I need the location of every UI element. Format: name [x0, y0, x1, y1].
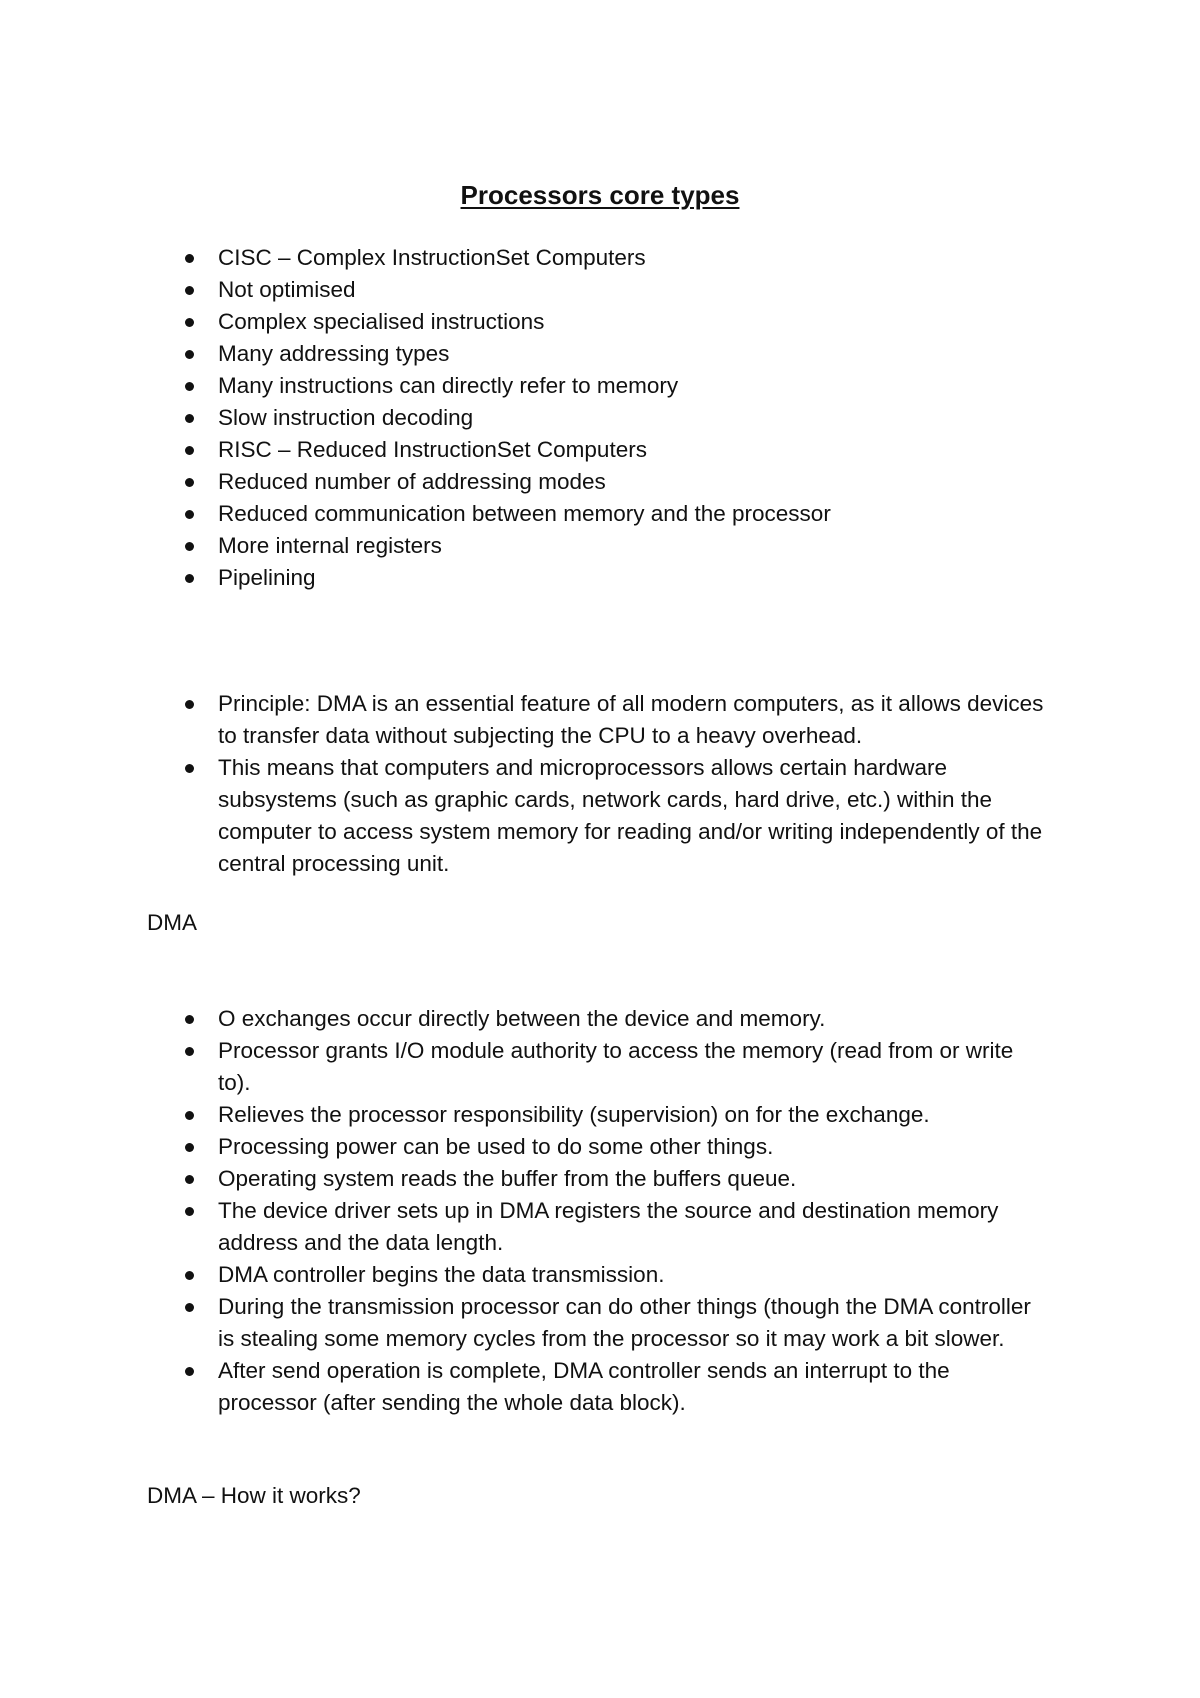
bullet-icon — [185, 350, 194, 359]
bullet-icon — [185, 542, 194, 551]
bullet-icon — [185, 574, 194, 583]
list-item-text: Pipelining — [218, 565, 316, 590]
list-item — [0, 752, 1200, 880]
list-item-text: The device driver sets up in DMA registers the source and destination memory address and the data length. — [218, 1198, 999, 1255]
list-item — [0, 1355, 1200, 1419]
list-item — [0, 466, 1200, 498]
list-item — [0, 530, 1200, 562]
list-item — [0, 338, 1200, 370]
list-item-text: Processor grants I/O module authority to access the memory (read from or write to). — [218, 1038, 1014, 1095]
list-item — [0, 1131, 1200, 1163]
bullet-icon — [185, 382, 194, 391]
bullet-icon — [185, 510, 194, 519]
bullet-icon — [185, 1303, 194, 1312]
list-item — [0, 1003, 1200, 1035]
list-item — [0, 1035, 1200, 1099]
bullet-icon — [185, 254, 194, 263]
bullet-icon — [185, 478, 194, 487]
list-item-text: Slow instruction decoding — [218, 405, 474, 430]
list-item-text: DMA controller begins the data transmission. — [218, 1262, 665, 1287]
list-item-text: RISC – Reduced InstructionSet Computers — [218, 437, 647, 462]
list-item-text: CISC – Complex InstructionSet Computers — [218, 245, 646, 270]
bullet-icon — [185, 1367, 194, 1376]
list-item — [0, 1195, 1200, 1259]
bullet-icon — [185, 414, 194, 423]
list-item — [0, 274, 1200, 306]
bullet-icon — [185, 318, 194, 327]
bullet-icon — [185, 1271, 194, 1280]
list-item-text: Reduced communication between memory and the processor — [218, 501, 831, 526]
list-item-text: More internal registers — [218, 533, 442, 558]
list-item — [0, 370, 1200, 402]
list-item — [0, 434, 1200, 466]
list-item-text: Reduced number of addressing modes — [218, 469, 606, 494]
bullet-icon — [185, 1143, 194, 1152]
list-item — [0, 562, 1200, 594]
list-item-text: Relieves the processor responsibility (supervision) on for the exchange. — [218, 1102, 930, 1127]
list-item — [0, 1259, 1200, 1291]
dma-heading: DMA — [147, 910, 197, 935]
bullet-icon — [185, 1047, 194, 1056]
list-item-text: Complex specialised instructions — [218, 309, 545, 334]
bullet-icon — [185, 700, 194, 709]
bullet-icon — [185, 764, 194, 773]
page-title-text: Processors core types — [460, 180, 740, 210]
list-item — [0, 1163, 1200, 1195]
bullet-icon — [185, 1015, 194, 1024]
dma-steps-list — [0, 1003, 1200, 1419]
core-types-list — [0, 242, 1200, 594]
list-item-text: Not optimised — [218, 277, 356, 302]
bullet-icon — [185, 1175, 194, 1184]
bullet-icon — [185, 286, 194, 295]
list-item — [0, 1099, 1200, 1131]
list-item — [0, 242, 1200, 274]
list-item — [0, 402, 1200, 434]
dma-principle-list — [0, 688, 1200, 880]
list-item — [0, 306, 1200, 338]
bullet-icon — [185, 1111, 194, 1120]
list-item — [0, 1291, 1200, 1355]
list-item-text: This means that computers and microprocessors allows certain hardware subsystems (such as graphic cards, network cards, hard drive, etc.) within the computer to access system memory for reading and/or writing independently of the central processing unit. — [218, 755, 1043, 876]
list-item-text: Many addressing types — [218, 341, 450, 366]
bullet-icon — [185, 1207, 194, 1216]
dma-how-heading: DMA – How it works? — [147, 1483, 361, 1508]
list-item-text: Operating system reads the buffer from the buffers queue. — [218, 1166, 797, 1191]
list-item-text: During the transmission processor can do other things (though the DMA controller is stealing some memory cycles from the processor so it may work a bit slower. — [218, 1294, 1031, 1351]
list-item-text: Principle: DMA is an essential feature of all modern computers, as it allows devices to transfer data without subjecting the CPU to a heavy overhead. — [218, 691, 1044, 748]
list-item — [0, 688, 1200, 752]
list-item-text: Many instructions can directly refer to memory — [218, 373, 679, 398]
list-item-text: Processing power can be used to do some other things. — [218, 1134, 774, 1159]
page-title — [0, 178, 1200, 212]
list-item-text: O exchanges occur directly between the device and memory. — [218, 1006, 826, 1031]
list-item-text: After send operation is complete, DMA controller sends an interrupt to the processor (after sending the whole data block). — [218, 1358, 950, 1415]
bullet-icon — [185, 446, 194, 455]
list-item — [0, 498, 1200, 530]
